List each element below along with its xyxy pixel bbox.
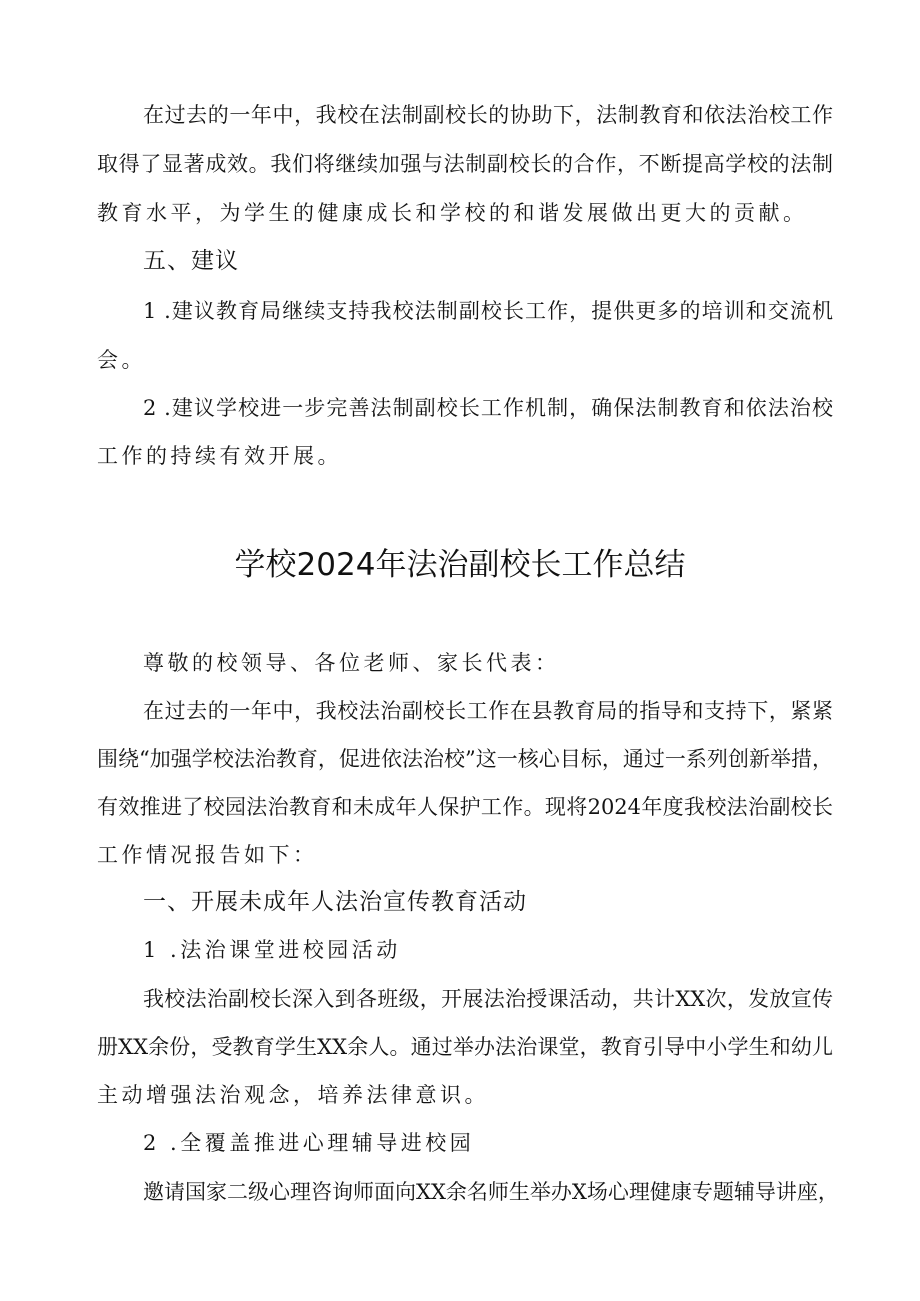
list-item-line: 2 .建议学校进一步完善法制副校长工作机制，确保法制教育和依法治校 (143, 396, 833, 420)
paragraph-line: 我校法治副校长深入到各班级，开展法治授课活动，共计XX次，发放宣传 (143, 987, 833, 1011)
list-item-line: 1 .建议教育局继续支持我校法制副校长工作，提供更多的培训和交流机 (143, 299, 833, 323)
paragraph-line: 在过去的一年中，我校在法制副校长的协助下，法制教育和依法治校工作 (143, 103, 833, 127)
paragraph-line: 邀请国家二级心理咨询师面向XX余名师生举办X场心理健康专题辅导讲座， (143, 1180, 839, 1204)
salutation: 尊敬的校领导、各位老师、家长代表： (143, 651, 560, 675)
paragraph-line: 围绕“加强学校法治教育，促进依法治校”这一核心目标，通过一系列创新举措， (97, 747, 833, 771)
paragraph-line: 取得了显著成效。我们将继续加强与法制副校长的合作，不断提高学校的法制 (97, 152, 833, 176)
paragraph-line: 在过去的一年中，我校法治副校长工作在县教育局的指导和支持下，紧紧 (143, 699, 833, 723)
section-heading: 一、开展未成年人法治宣传教育活动 (143, 889, 527, 915)
section-heading: 五、建议 (143, 248, 239, 274)
paragraph-line: 有效推进了校园法治教育和未成年人保护工作。现将2024年度我校法治副校长 (97, 795, 833, 819)
paragraph-line: 主动增强法治观念，培养法律意识。 (97, 1083, 489, 1107)
paragraph-line: 教育水平，为学生的健康成长和学校的和谐发展做出更大的贡献。 (97, 201, 808, 225)
subsection-title: 2 .全覆盖推进心理辅导进校园 (143, 1131, 475, 1155)
list-item-line: 会。 (97, 348, 146, 372)
paragraph-line: 工作情况报告如下： (97, 843, 318, 867)
subsection-title: 1 .法治课堂进校园活动 (143, 938, 401, 962)
list-item-line: 工作的持续有效开展。 (97, 444, 342, 468)
paragraph-line: 册XX余份，受教育学生XX余人。通过举办法治课堂，教育引导中小学生和幼儿 (97, 1035, 833, 1059)
document-title: 学校2024年法治副校长工作总结 (234, 547, 686, 583)
